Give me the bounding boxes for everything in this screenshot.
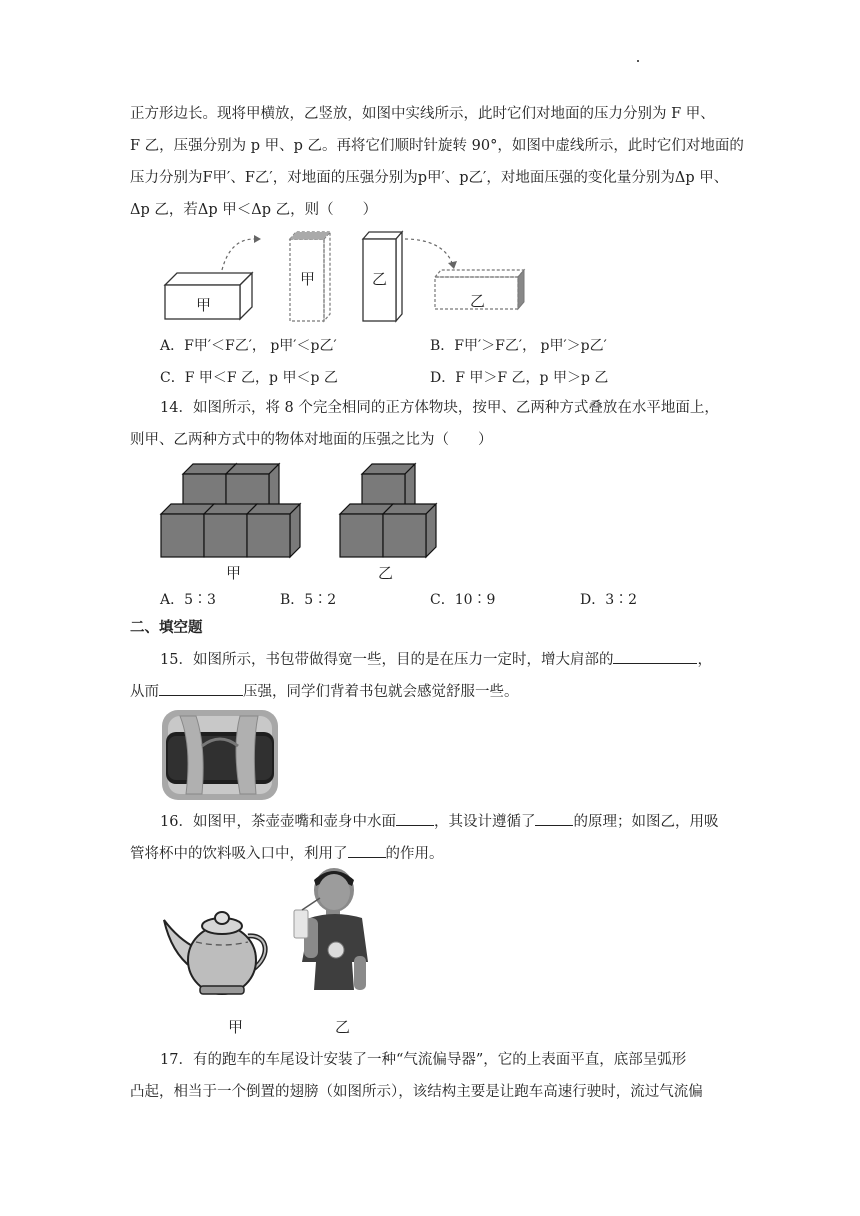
q14-label-jia: 甲 [226,564,242,582]
q14-option-d: D．3∶2 [580,592,638,608]
q15-line2 [130,676,730,708]
q15-line1-text: 15．如图所示，书包带做得宽一些，目的是在压力一定时，增大肩部的 [160,652,614,668]
section-heading-fill-in: 二、填空题 [130,620,203,636]
q16-line2-a: 管将杯中的饮料吸入口中，利用了 [130,846,348,862]
q16-label-yi: 乙 [335,1018,351,1036]
q16-line1 [160,806,760,838]
q15-line2-start: 从而 [130,684,159,700]
q16-line1-c: 的原理；如图乙，用吸 [573,814,719,830]
q15-line1 [160,644,760,676]
q16-line1-b: ，其设计遵循了 [433,814,536,830]
page-dot [637,60,639,62]
q13-fig-yi-vertical: 乙 [372,270,388,288]
q14-label-yi: 乙 [378,564,394,582]
arrow-jia [222,239,254,270]
q13-option-d: D．F 甲＞F 乙，p 甲＞p 乙 [430,370,609,386]
q13-fig-yi-horizontal: 乙 [470,292,486,310]
q16-label-jia: 甲 [228,1018,244,1036]
q13-option-b: B．F甲′＞F乙′， p甲′＞p乙′ [430,338,607,354]
q16-blank-3[interactable] [348,843,386,858]
q14-option-c: C．10∶9 [430,592,496,608]
q13-line3: 压力分别为F甲′、F乙′，对地面的压强分别为p甲′、p乙′，对地面压强的变化量分别为Δp 甲、 [130,170,729,186]
q15-blank-1[interactable] [613,649,697,664]
q13-option-c: C．F 甲＜F 乙，p 甲＜p 乙 [160,370,338,386]
arrow-yi [405,239,452,263]
q14-line1: 14．如图所示，将 8 个完全相同的正方体物块，按甲、乙两种方式叠放在水平地面上， [160,400,719,416]
q13-option-a: A．F甲′＜F乙′， p甲′＜p乙′ [160,338,337,354]
q14-figure-yi [337,458,447,562]
backpack-image [160,706,280,802]
q15-line2-text: 压强，同学们背着书包就会感觉舒服一些。 [243,684,519,700]
q16-line1-a: 16．如图甲，茶壶壶嘴和壶身中水面 [160,814,396,830]
q14-line2: 则甲、乙两种方式中的物体对地面的压强之比为（ ） [130,432,493,448]
q13-fig-jia-vertical: 甲 [300,270,316,288]
q13-line4: Δp 乙，若Δp 甲＜Δp 乙，则（ ） [130,202,378,218]
q17-line2: 凸起，相当于一个倒置的翅膀（如图所示），该结构主要是让跑车高速行驶时，流过气流偏 [130,1084,703,1100]
q13-line1: 正方形边长。现将甲横放，乙竖放，如图中实线所示，此时它们对地面的压力分别为 F 甲、 [130,106,715,122]
q13-line2: F 乙，压强分别为 p 甲、p 乙。再将它们顺时针旋转 90°，如图中虚线所示，此时它们对地面的 [130,138,744,154]
q16-line2 [130,838,730,870]
q16-blank-2[interactable] [535,811,573,826]
q16-line2-b: 的作用。 [385,846,444,862]
q14-option-a: A．5∶3 [160,592,216,608]
teapot-image [160,898,275,1000]
q15-blank-2[interactable] [159,681,243,696]
q14-option-b: B．5∶2 [280,592,337,608]
q15-line1-end: ， [697,652,712,668]
q16-blank-1[interactable] [396,811,434,826]
q13-fig-jia-horizontal: 甲 [196,296,212,314]
q14-figure-jia [158,458,308,562]
boy-drinking-image [282,866,382,998]
q17-line1: 17．有的跑车的车尾设计安装了一种“气流偏导器”，它的上表面平直，底部呈弧形 [160,1052,687,1068]
